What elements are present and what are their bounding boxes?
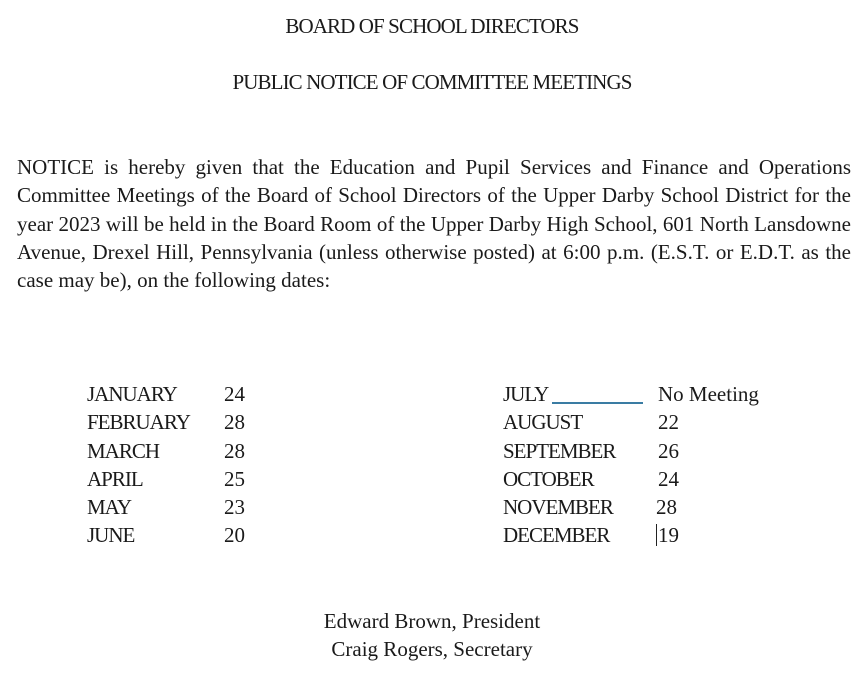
document-title: BOARD OF SCHOOL DIRECTORS: [285, 14, 579, 38]
month-label: MARCH: [87, 438, 160, 463]
month-label: JULY: [503, 382, 549, 406]
notice-paragraph: NOTICE is hereby given that the Education and Pupil Services and Finance and Operations Committee Meetings of the Board of School Directors of the Upper Darby School District for the year 2023 will be held in the Board Room of the Upper Darby High School, 601 North Lansdowne Avenue, Drexel Hill, Pennsylvania (unless otherwise posted) at 6:00 p.m. (E.S.T. or E.D.T. as the case may be), on the following dates:: [17, 155, 851, 293]
meeting-day: 20: [224, 523, 245, 548]
meeting-day: 28: [656, 495, 677, 520]
meeting-day: 28: [224, 438, 245, 463]
meeting-day: 24: [658, 466, 679, 491]
meeting-day[interactable]: 19: [658, 523, 679, 548]
month-label: SEPTEMBER: [503, 438, 616, 463]
meeting-day: 26: [658, 438, 679, 463]
month-label: DECEMBER: [503, 523, 610, 548]
month-label: MAY: [87, 495, 132, 520]
meeting-day: 24: [224, 382, 245, 406]
month-label: JUNE: [87, 523, 135, 548]
signature-secretary: Craig Rogers, Secretary: [331, 637, 533, 661]
signature-president: Edward Brown, President: [323, 609, 541, 633]
fill-in-underline: [552, 402, 643, 404]
month-label: AUGUST: [503, 410, 583, 435]
month-label: FEBRUARY: [87, 410, 190, 435]
meeting-day: No Meeting: [658, 382, 759, 406]
meeting-day-with-cursor[interactable]: [656, 521, 679, 549]
meeting-day: 28: [224, 410, 245, 435]
month-label: JANUARY: [87, 382, 177, 406]
month-label: OCTOBER: [503, 466, 594, 491]
meeting-day: 23: [224, 495, 245, 520]
document-subtitle: PUBLIC NOTICE OF COMMITTEE MEETINGS: [232, 70, 632, 94]
month-label: APRIL: [87, 466, 143, 491]
month-label: NOVEMBER: [503, 495, 613, 520]
text-cursor: [656, 524, 657, 546]
meeting-day: 22: [658, 410, 679, 435]
meeting-day: 25: [224, 466, 245, 491]
